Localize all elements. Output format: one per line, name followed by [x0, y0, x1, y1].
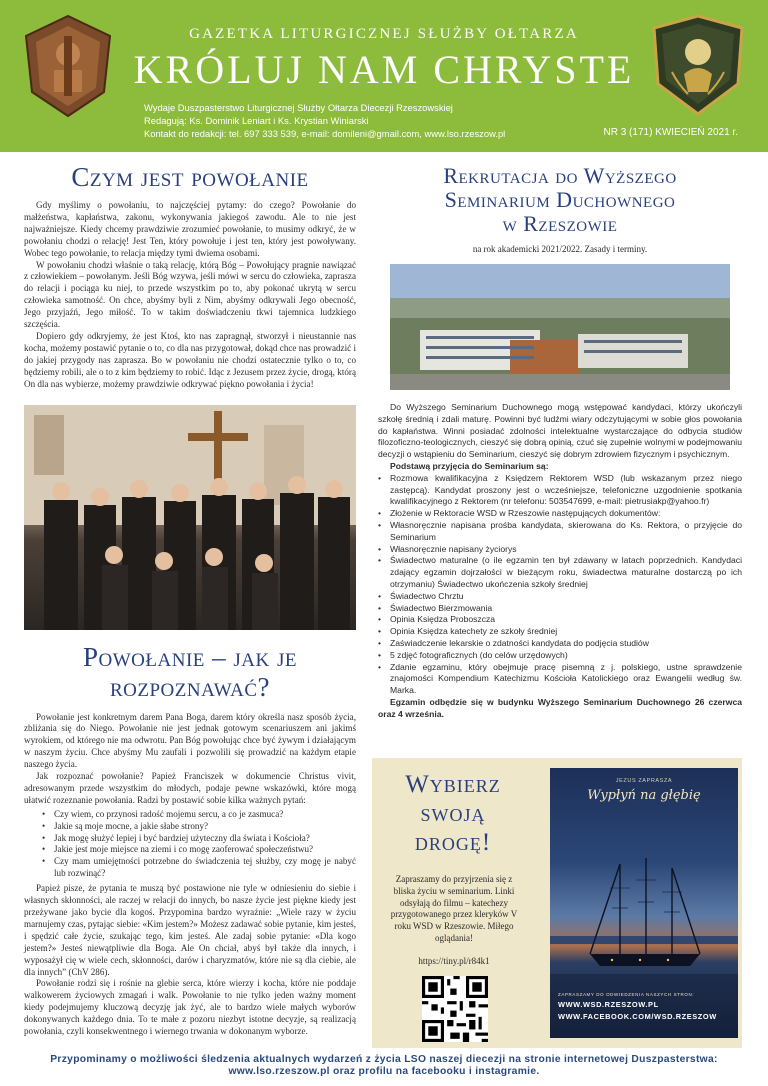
- paragraph: W powołaniu chodzi właśnie o taką relację, którą Bóg – Powołujący pragnie nawiązać z człowiekiem – powołanym. Jeśli Bóg wzywa, jeśli mówi w sercu do człowieka, zaprasza do relacji i pociąga ku niej, to przede wszystkim po to, aby pokonać ukrytą w sercu człowieka samotność. On chce, abyśmy byli z Nim, abyśmy odkrywali Jego obecność, Jego przyjaźń, Jego miłość. To w takim doświadczeniu tkwi tajemnica ludzkiego szczęścia.: [24, 259, 356, 330]
- right-column: [378, 152, 742, 721]
- list-item: • Opinia Księdza katechety ze szkoły średniej: [378, 626, 742, 638]
- seminary-website-link[interactable]: WWW.WSD.RZESZOW.PL: [558, 1000, 659, 1009]
- seminarians-group-photo: [24, 405, 356, 630]
- list-item: • Czy wiem, co przynosi radość mojemu sercu, a co je zasmuca?: [42, 809, 356, 821]
- list-item: • Zaświadczenie lekarskie o zdatności kandydata do podjęcia studiów: [378, 638, 742, 650]
- footer-line: www.lso.rzeszow.pl oraz profilu na facebooku i instagramie.: [228, 1066, 540, 1078]
- list-item: • Świadectwo maturalne (o ile egzamin ten był zdawany w latach poprzednich. Kandydaci zdający egzamin dojrzałości w bieżącym roku, świadectwa maturalne dostarczą po ich otrzymaniu) Świadectwo ukończenia szkoły średniej: [378, 555, 742, 590]
- promo-video-link[interactable]: https://tiny.pl/r84k1: [418, 956, 490, 966]
- paragraph: Powołanie rodzi się i rośnie na glebie serca, które wierzy i kocha, które nie poddaje walkowerem życiowych zmagań i walk. Powołanie to nie tylko jeden ważny moment kiedy podejmujemy kluczową decyzję jak żyć, ale to bardzo wiele małych wyborów dokonywanych każdego dnia. To te małe z pozoru niezbyt istotne decyzje, są realizacją powołania, czyli konsekwentnego i wiernego trwania w dokonanym wyborze.: [24, 978, 356, 1037]
- article-discernment-body: [24, 712, 356, 1038]
- article-title-vocation: Czym jest powołanie: [71, 162, 309, 192]
- paragraph: Gdy myślimy o powołaniu, to najczęściej pytamy: do czego? Powołanie do małżeństwa, kapłaństwa, zakonu, wykonywania jakiegoś zawodu. Ale to nie jest najważniejsze. Kiedy chcemy prawdziwie zrozumieć powołanie, to musimy odkryć, że w powołaniu chodzi o relację! Jest Ten, który powołuje i jest ten, który jest powoływany. Wobec tego powołanie, to relacja między tymi dwiema osobami.: [24, 200, 356, 258]
- paragraph: Papież pisze, że pytania te muszą być postawione nie tyle w odniesieniu do siebie i własnych skłonności, ale raczej w relacji do innych, bo nasze życie jest piękne kiedy jest przeżywane jako bycie dla kogoś. Przypomina bardzo wyraźnie: „Wiele razy w życiu marnujemy czas, pytając siebie: «Kim jestem?» Możesz zadawać sobie pytanie, kim jesteś, i spędzić całe życie, szukając tego, kim jesteś. Ale zadaj sobie pytanie: «Dla kogo jestem?» Jesteś niewątpliwie dla Boga. Ale On chciał, abyś był także dla innych, i wyposażył cię w wiele cech, skłonności, darów i charyzmatów, które nie są dla ciebie, ale dla innych” (ChV 286).: [24, 883, 356, 977]
- seminary-illustration: [390, 264, 730, 390]
- list-item: • Własnoręcznie napisany życiorys: [378, 544, 742, 556]
- masthead: [0, 0, 768, 152]
- seminary-promo-box: [372, 758, 742, 1048]
- list-item: • Jak mogę służyć lepiej i być bardziej użyteczny dla świata i Kościoła?: [42, 833, 356, 845]
- group-photo-illustration: [24, 405, 356, 630]
- promo-text: Zapraszamy do przyjrzenia się z bliska życiu w seminarium. Linki odsyłają do filmu – katechezy przygotowanego przez kleryków V roku WSD w Rzeszowie. Miłego oglądania!: [390, 874, 518, 943]
- list-item: • Świadectwo Chrztu: [378, 591, 742, 603]
- article-vocation-body: [24, 200, 356, 391]
- poster-caption: ZAPRASZAMY DO ODWIEDZENIA NASZYCH STRON:: [558, 992, 695, 997]
- article-title-recruitment: [378, 164, 742, 236]
- title-line: drogę!: [414, 829, 492, 856]
- editors-line: Redagują: Ks. Dominik Leniart i Ks. Krystian Winiarski: [144, 115, 369, 126]
- paragraph: Do Wyższego Seminarium Duchownego mogą wstępować kandydaci, którzy ukończyli szkołę średnią i zdali maturę. Powinni być ludźmi wiary odczytującymi w sobie głos powołania do kapłaństwa. Winni posiadać zdolności intelektualne wystarczające do odbycia studiów filozoficzno-teologicznych, cieszyć się dobrą opinią, czuć się zupełnie wolnymi w podejmowaniu decyzji o wstąpieniu do Seminarium, cieszyć się dobrym zdrowiem fizycznym i psychicznym.: [378, 402, 742, 460]
- qr-code-icon[interactable]: [422, 976, 488, 1042]
- title-line: swoją: [420, 800, 486, 827]
- poster-kicker: JEZUS ZAPRASZA: [615, 778, 673, 784]
- title-line: w Rzeszowie: [502, 211, 618, 236]
- list-item: • Własnoręcznie napisana prośba kandydata, skierowana do Ks. Rektora, o przyjęcie do Seminarium: [378, 520, 742, 544]
- recruitment-subtitle: na rok akademicki 2021/2022. Zasady i terminy.: [472, 244, 648, 254]
- poster-links: [558, 992, 717, 1021]
- paragraph: Powołanie jest konkretnym darem Pana Boga, darem który określa nasz sposób życia, zbliżania się do Niego. Powołanie nie jest jednak gotowym scenariuszem ani jakimś wyrokiem, od którego nie ma odwrotu. Pan Bóg powołując chce być żywym i działającym w naszym życiu. Chce abyśmy Mu zaufali i pozwolili się prowadzić na każdym etapie naszego życia.: [24, 711, 356, 770]
- list-item: • Zdanie egzaminu, który obejmuje pracę pisemną z j. polskiego, ustne sprawdzenie znajomości Kompendium Katechizmu Kościoła Katolickiego oraz Ewangelii według św. Marka.: [378, 662, 742, 697]
- title-line: Rekrutacja do Wyższego: [443, 163, 677, 188]
- paragraph: Dopiero gdy odkryjemy, że jest Ktoś, kto nas zapragnął, stworzył i nieustannie nas kocha, możemy postawić pytanie o to, co dla nas przygotował, dokąd chce nas prowadzić i do jakiej przygody nas zaprasza. Bo w powołaniu nie chodzi ostatecznie tylko o to, co będziemy robili, ale o to z kim będziemy to robić. Idąc z Jezusem przez życie, drogą, którą On dla nas wybierze, możemy prawdziwie odkrywać piękno powołania i życia!: [24, 330, 356, 389]
- footer-note: [0, 1050, 768, 1086]
- promo-poster: [550, 768, 738, 1038]
- requirements-list: [378, 473, 742, 697]
- list-item: • Jakie jest moje miejsce na ziemi i co mogę zaoferować społeczeństwu?: [42, 844, 356, 856]
- title-line: Seminarium Duchownego: [444, 187, 676, 212]
- masthead-subtitle: GAZETKA LITURGICZNEJ SŁUŻBY OŁTARZA: [189, 26, 579, 42]
- list-item: • Jakie są moje mocne, a jakie słabe strony?: [42, 821, 356, 833]
- recruitment-body: [378, 402, 742, 721]
- footer-line: Przypominamy o możliwości śledzenia aktualnych wydarzeń z życia LSO naszej diecezji na stronie internetowej Duszpasterstwa:: [50, 1054, 718, 1065]
- list-item: • Opinia Księdza Proboszcza: [378, 614, 742, 626]
- issue-number: NR 3 (171) KWIECIEŃ 2021 r.: [603, 127, 738, 138]
- discernment-questions: [42, 809, 356, 880]
- list-item: • Czy mam umiejętności potrzebne do świadczenia tej służby, czy mogę je nabyć lub rozwinąć?: [42, 856, 356, 880]
- list-item: • Świadectwo Bierzmowania: [378, 603, 742, 615]
- left-column: [24, 152, 356, 1038]
- masthead-title: KRÓLUJ NAM CHRYSTE: [133, 47, 635, 92]
- contact-line: Kontakt do redakcji: tel. 697 333 539, e-mail: domileni@gmail.com, www.lso.rzeszow.pl: [144, 128, 506, 139]
- exam-note: Egzamin odbędzie się w budynku Wyższego Seminarium Duchownego 26 czerwca oraz 4 września.: [378, 696, 742, 719]
- masthead-meta: [144, 101, 584, 140]
- list-item: • 5 zdjęć fotograficznych (do celów urzędowych): [378, 650, 742, 662]
- seminary-facebook-link[interactable]: WWW.FACEBOOK.COM/WSD.RZESZOW: [558, 1012, 717, 1021]
- publisher-line: Wydaje Duszpasterstwo Liturgicznej Służby Ołtarza Diecezji Rzeszowskiej: [144, 102, 453, 113]
- list-item: • Rozmowa kwalifikacyjna z Księdzem Rektorem WSD (lub wskazanym przez niego zastępcą). Kandydat proszony jest o wcześniejsze, telefoniczne uzgodnienie spotkania kwalifikacyjnego z Rektorem (nr telefonu: 503547699, e-mail: pietrusiakp@yahoo.fr): [378, 473, 742, 508]
- requirements-heading: Podstawą przyjęcia do Seminarium są:: [390, 460, 549, 471]
- title-line: Wybierz: [405, 771, 501, 798]
- article-title-discernment: Powołanie – jak je rozpoznawać?: [83, 641, 297, 702]
- promo-title: [378, 770, 528, 857]
- poster-title: Wypłyń na głębię: [587, 788, 701, 803]
- seminary-building-photo: [390, 264, 730, 390]
- list-item: • Złożenie w Rektoracie WSD w Rzeszowie następujących dokumentów:: [378, 508, 742, 520]
- paragraph: Jak rozpoznać powołanie? Papież Franciszek w dokumencie Christus vivit, adresowanym przede wszystkim do młodych, podaje pewne wskazówki, które mogą ułatwić rozeznanie powołania. Radzi by postawić sobie kilka ważnych pytań:: [24, 771, 356, 805]
